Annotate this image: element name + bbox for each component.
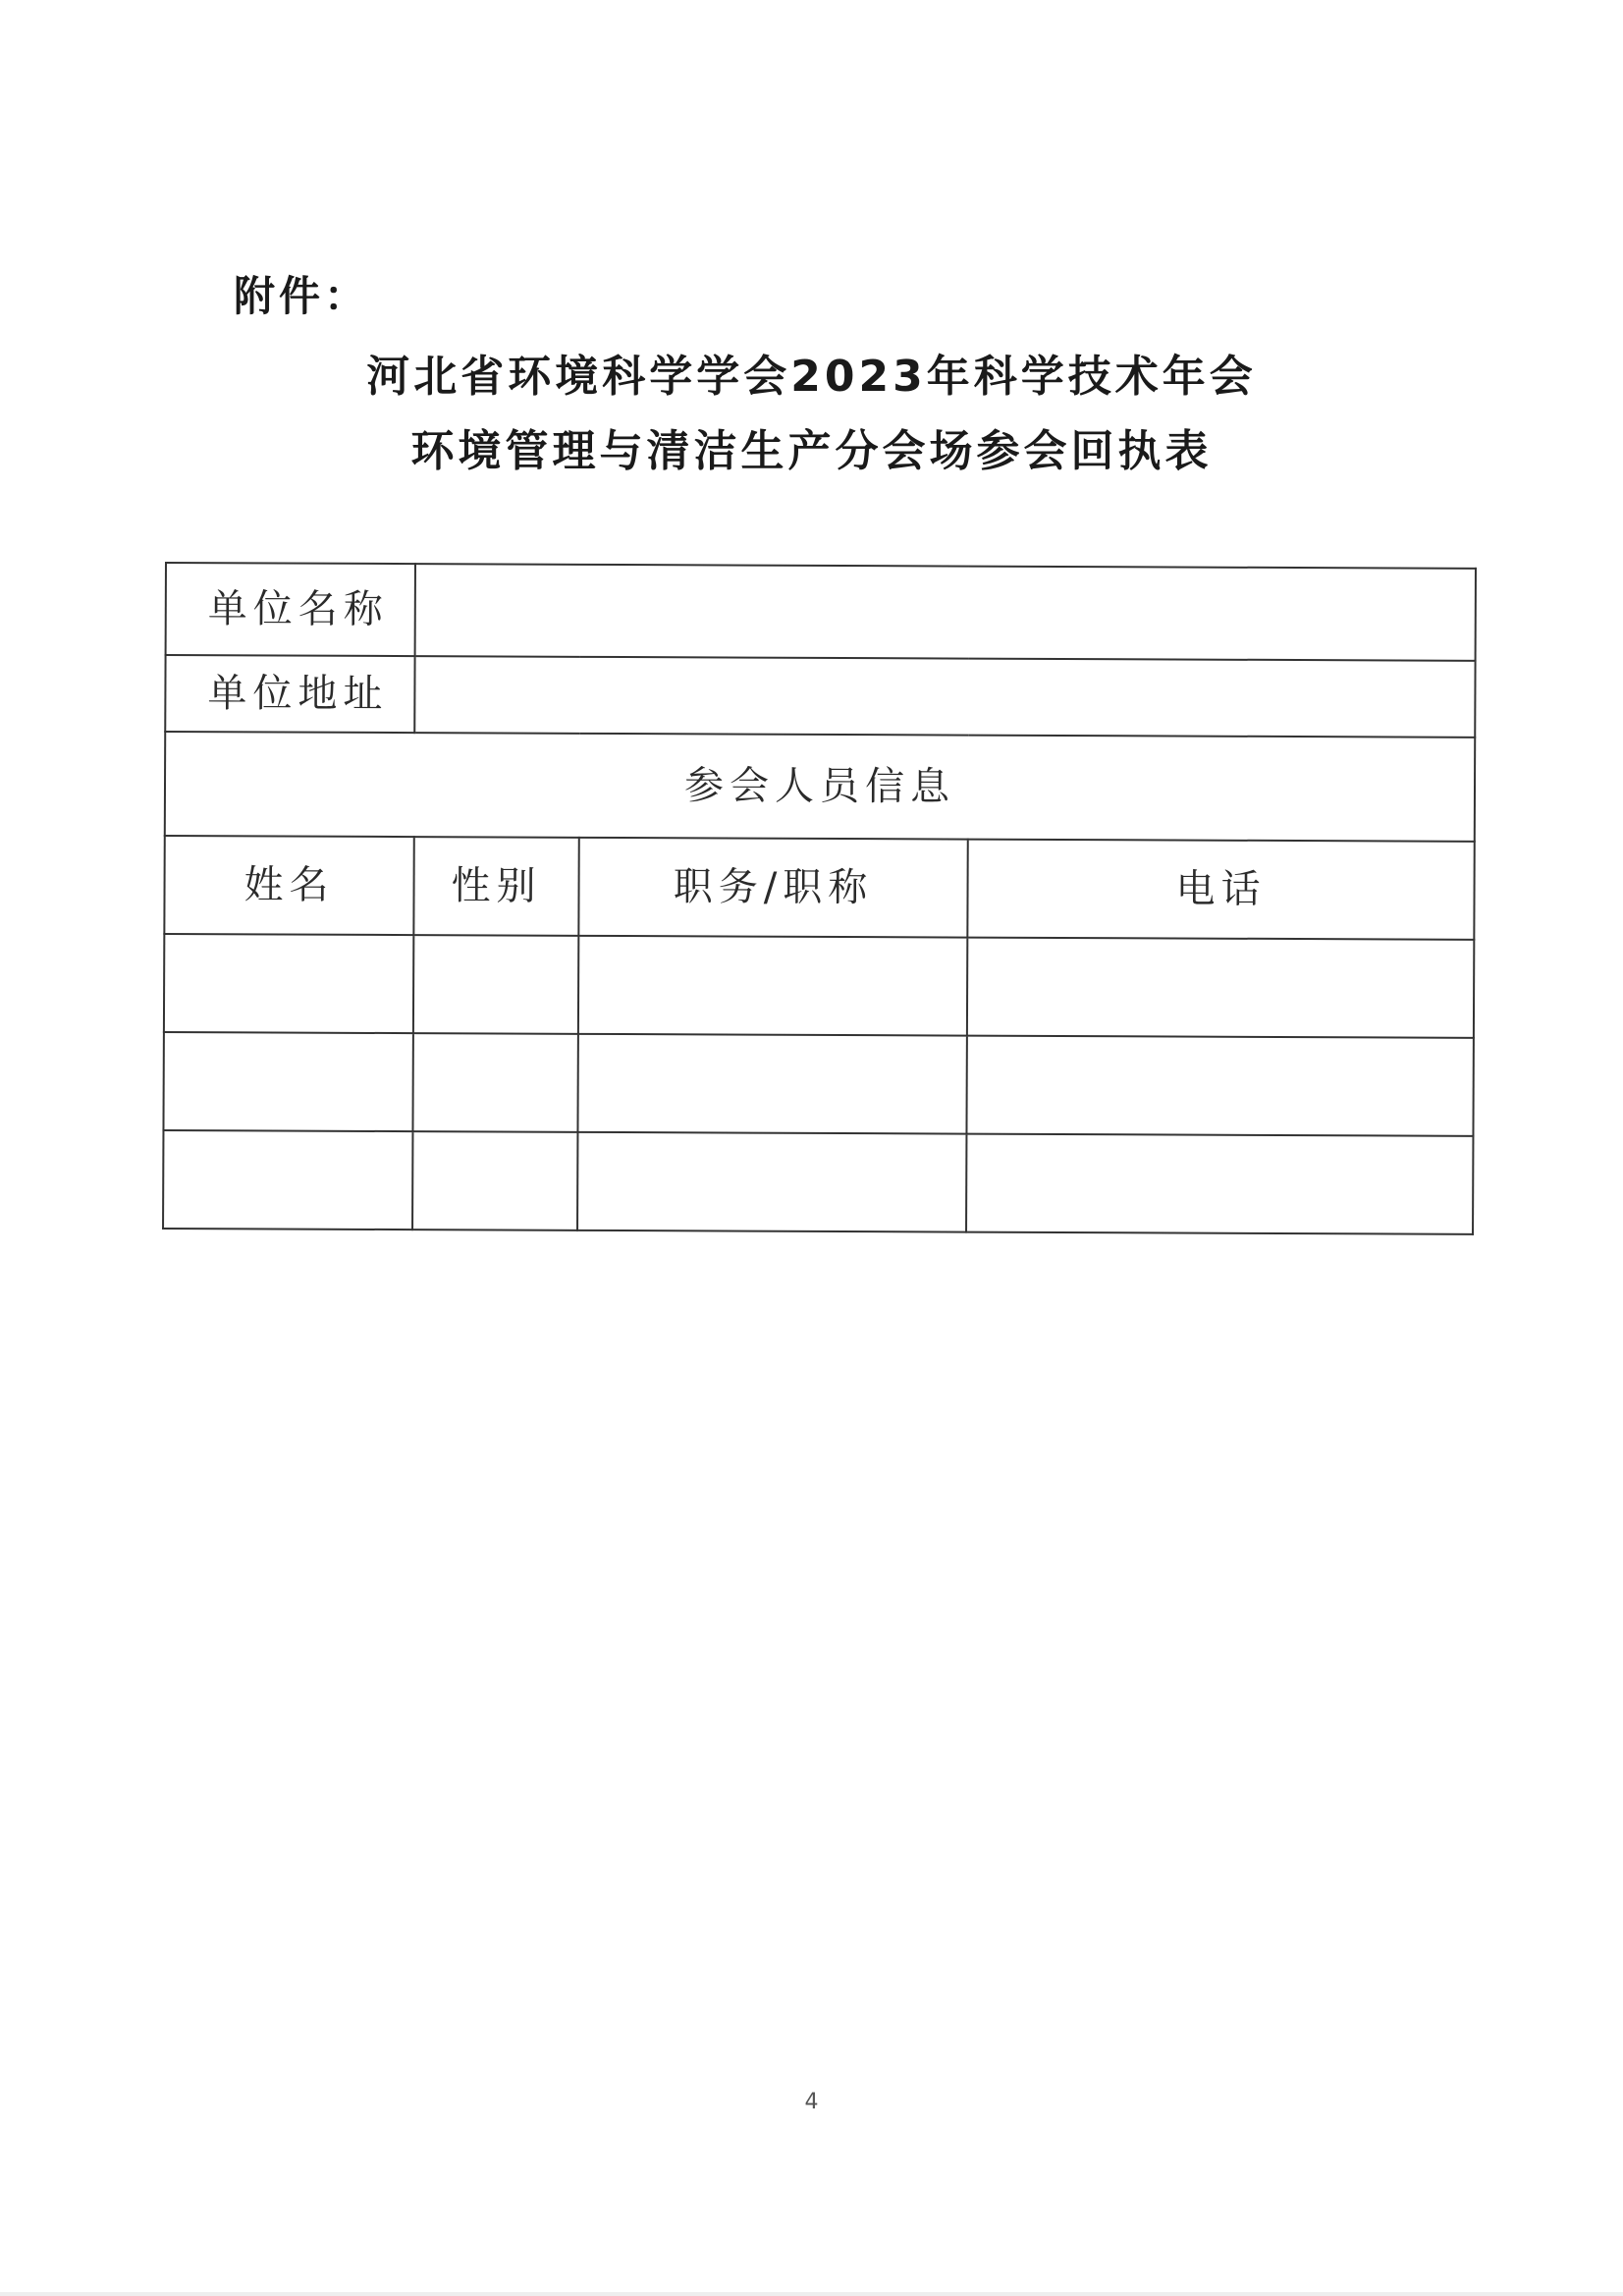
attendee-gender-cell[interactable] [412, 1033, 577, 1132]
column-header-position: 职务/职称 [578, 838, 967, 938]
document-title-line-1: 河北省环境科学学会2023年科学技术年会 [366, 352, 1257, 402]
unit-address-field[interactable] [414, 656, 1475, 738]
attendee-phone-cell[interactable] [966, 1036, 1473, 1136]
attendee-row [163, 1032, 1473, 1136]
document-title-line-2: 环境管理与清洁生产分会场参会回执表 [410, 426, 1213, 476]
attendee-row [163, 1130, 1473, 1234]
unit-name-field[interactable] [415, 564, 1476, 661]
attendee-name-cell[interactable] [164, 934, 413, 1033]
attendee-section-title: 参会人员信息 [165, 732, 1475, 842]
attendee-gender-cell[interactable] [412, 1131, 577, 1230]
scan-edge-divider [0, 2292, 1623, 2296]
page-number: 4 [804, 2090, 819, 2114]
column-header-gender: 性别 [413, 837, 578, 936]
attendee-position-cell[interactable] [578, 936, 967, 1036]
column-header-name: 姓名 [164, 836, 413, 935]
attendee-phone-cell[interactable] [966, 1134, 1473, 1234]
attendee-name-cell[interactable] [163, 1130, 412, 1230]
attendee-phone-cell[interactable] [967, 938, 1474, 1038]
unit-address-label: 单位地址 [165, 655, 414, 733]
attendee-row [164, 934, 1474, 1038]
attendee-gender-cell[interactable] [413, 935, 578, 1034]
attendee-position-cell[interactable] [577, 1132, 966, 1232]
unit-name-row [166, 563, 1476, 661]
unit-name-label: 单位名称 [166, 563, 415, 656]
attendee-name-cell[interactable] [163, 1032, 412, 1131]
attendee-header-row [164, 836, 1474, 940]
attendee-position-cell[interactable] [577, 1034, 966, 1134]
registration-form-table [162, 562, 1477, 1235]
column-header-phone: 电话 [967, 840, 1474, 940]
attachment-label: 附件： [234, 272, 370, 320]
unit-address-row [165, 655, 1475, 738]
attendee-section-row [165, 732, 1475, 842]
